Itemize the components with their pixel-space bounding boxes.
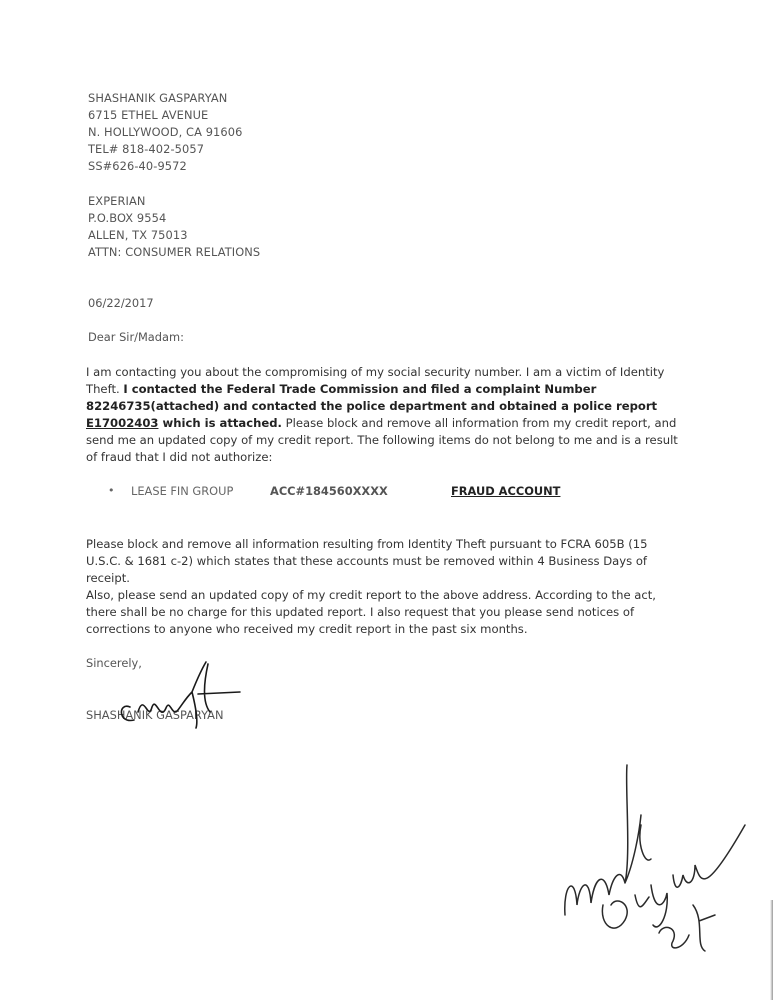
recipient-attn: ATTN: CONSUMER RELATIONS xyxy=(88,245,261,259)
paragraph-fcra: Please block and remove all information resulting from Identity Theft pursuant to FCRA 605B (15 U.S.C. & 1681 c-2) which states that these accounts must be removed within 4 Business Days of receipt. xyxy=(86,537,648,585)
paragraph-updated-copy: Also, please send an updated copy of my credit report to the above address. According to the act, there shall be no charge for this updated report. I also request that you please send notices of corrections to anyone who received my credit report in the past six months. xyxy=(86,588,656,636)
signer-name: SHASHANIK GASPARYAN xyxy=(86,708,224,722)
signature-icon xyxy=(100,652,250,732)
intro-text: I am contacting you about the compromising of my social security number. I am a victim of Identity Theft. xyxy=(86,365,665,396)
sender-name: SHASHANIK GASPARYAN xyxy=(88,91,228,105)
handwritten-note-icon xyxy=(555,755,755,955)
creditor-name: LEASE FIN GROUP xyxy=(131,484,234,498)
recipient-name: EXPERIAN xyxy=(88,194,146,208)
attached-text: which is attached. xyxy=(158,416,282,430)
closing: Sincerely, xyxy=(86,656,142,670)
paragraph-intro xyxy=(86,364,686,466)
sender-address xyxy=(88,90,242,175)
sender-street: 6715 ETHEL AVENUE xyxy=(88,108,209,122)
bullet-icon: • xyxy=(108,484,115,497)
letter-date: 06/22/2017 xyxy=(88,296,154,310)
account-status: FRAUD ACCOUNT xyxy=(451,484,561,498)
account-number: ACC#184560XXXX xyxy=(270,484,388,498)
recipient-pobox: P.O.BOX 9554 xyxy=(88,211,167,225)
police-report-number: E17002403 xyxy=(86,416,159,430)
recipient-city: ALLEN, TX 75013 xyxy=(88,228,188,242)
ftc-complaint-text: I contacted the Federal Trade Commission and filed a complaint Number 82246735(attached) and contacted the police department and obtained a police report xyxy=(86,382,658,413)
sender-ssn: SS#626-40-9572 xyxy=(88,159,187,173)
sender-city: N. HOLLYWOOD, CA 91606 xyxy=(88,125,243,139)
greeting: Dear Sir/Madam: xyxy=(88,330,184,344)
sender-phone: TEL# 818-402-5057 xyxy=(88,142,205,156)
disputed-item xyxy=(108,484,588,502)
request-text: Please block and remove all information from my credit report, and send me an updated copy of my credit report. The following items do not belong to me and is a result of fraud that I did not authorize: xyxy=(86,416,678,464)
recipient-address xyxy=(88,193,260,261)
